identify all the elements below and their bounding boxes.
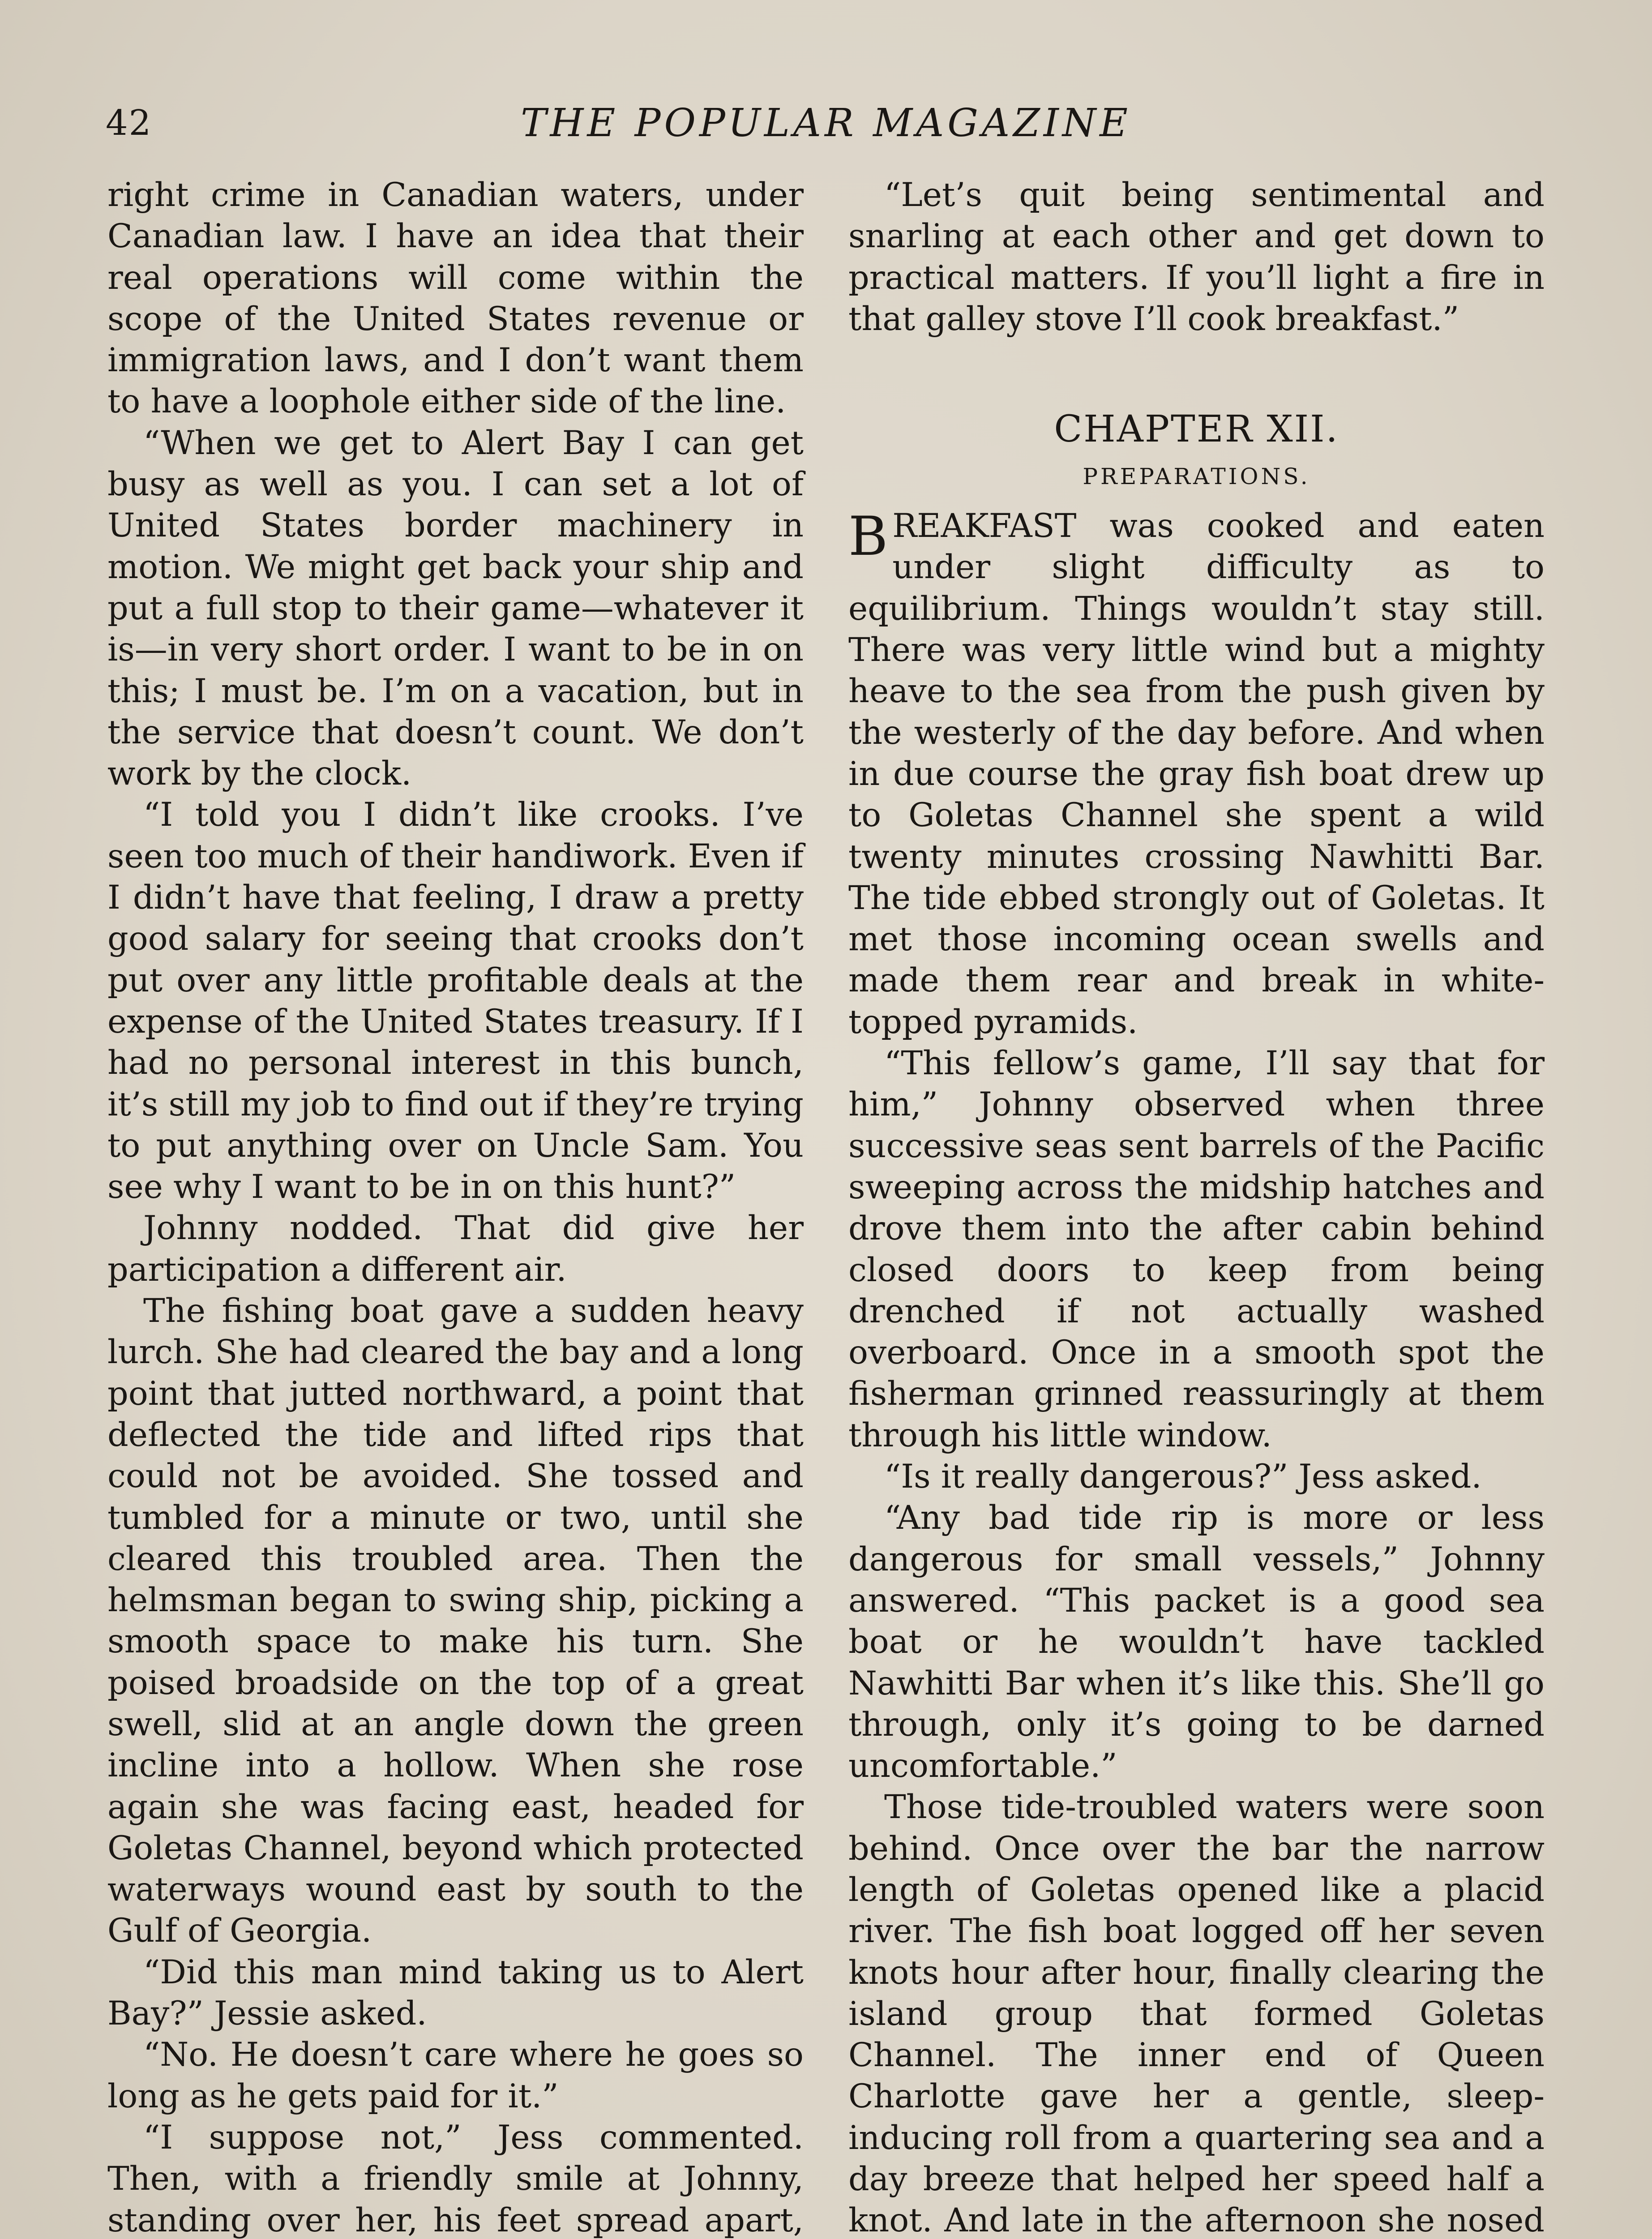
paragraph: “Any bad tide rip is more or less dangerous for small vessels,” Johnny answered. “This packet is a good sea boat or he wouldn’t have tackled Nawhitti Bar when it’s like this. She’ll go through, only it’s going to be darned uncomfortable.”	[848, 1499, 1545, 1785]
page-header	[0, 99, 1652, 152]
paragraph: “I told you I didn’t like crooks. I’ve seen too much of their handiwork. Even if I didn’t have that feeling, I draw a pretty good salary for seeing that crooks don’t put over any little profitable deals at the expense of the United States treasury. If I had no personal interest in this bunch, it’s still my job to find out if they’re trying to put anything over on Uncle Sam. You see why I want to be in on this hunt?”	[107, 796, 804, 1206]
chapter-opening-paragraph	[848, 506, 1545, 1043]
running-title: THE POPULAR MAGAZINE	[521, 101, 1131, 146]
chapter-subtitle: PREPARATIONS.	[1083, 463, 1310, 490]
paragraph: “When we get to Alert Bay I can get busy as well as you. I can set a lot of United States border machinery in motion. We might get back your ship and put a full stop to their game—whatever it is—in very short order. I want to be in on this; I must be. I’m on a vacation, but in the service that doesn’t count. We don’t work by the clock.	[107, 424, 804, 793]
paragraph: The fishing boat gave a sudden heavy lurch. She had cleared the bay and a long point that jutted northward, a point that deflected the tide and lifted rips that could not be avoided. She tossed and tumbled for a minute or two, until she cleared this troubled area. Then the helmsman began to swing ship, picking a smooth space to make his turn. She poised broadside on the top of a great swell, slid at an angle down the green incline into a hollow. When she rose again she was facing east, headed for Goletas Channel, beyond which protected waterways wound east by south to the Gulf of Georgia.	[107, 1292, 804, 1950]
drop-cap: B	[848, 506, 888, 568]
page-number: 42	[106, 103, 152, 143]
paragraph: “Is it really dangerous?” Jess asked.	[884, 1458, 1482, 1496]
paragraph: “Did this man mind taking us to Alert Bay?” Jessie asked.	[107, 1953, 804, 2033]
paragraph: right crime in Canadian waters, under Canadian law. I have an idea that their real operations will come within the scope of the United States revenue or immigration laws, and I don’t want them to have a loophole either side of the line.	[107, 176, 804, 421]
opening-text: REAKFAST was cooked and eaten under slight difficulty as to equilibrium. Things wouldn’t stay still. There was very little wind but a mighty heave to the sea from the push given by the westerly of the day before. And when in due course the gray fish boat drew up to Goletas Channel she spent a wild twenty minutes crossing Nawhitti Bar. The tide ebbed strongly out of Goletas. It met those incoming ocean swells and made them rear and break in white-topped pyramids.	[848, 507, 1545, 1041]
left-column	[107, 175, 804, 2239]
paragraph: “No. He doesn’t care where he goes so long as he gets paid for it.”	[107, 2036, 804, 2115]
right-column	[848, 175, 1545, 2239]
paragraph: Those tide-troubled waters were soon behind. Once over the bar the narrow length of Goletas opened like a placid river. The fish boat logged off her seven knots hour after hour, finally clearing the island group that formed Goletas Channel. The inner end of Queen Charlotte gave her a gentle, sleep-inducing roll from a quartering sea and a day breeze that helped her speed half a knot. And late in the afternoon she nosed	[848, 1788, 1545, 2239]
paragraph: “I suppose not,” Jess commented. Then, with a friendly smile at Johnny, standing over her, his feet spread apart,	[107, 2118, 804, 2239]
paragraph: “This fellow’s game, I’ll say that for him,” Johnny observed when three successive seas sent barrels of the Pacific sweeping across the midship hatches and drove them into the after cabin behind closed doors to keep from being drenched if not actually washed overboard. Once in a smooth spot the fisherman grinned reassuringly at them through his little window.	[848, 1044, 1545, 1454]
paragraph: Johnny nodded. That did give her participation a different air.	[107, 1209, 804, 1289]
chapter-title: CHAPTER XII.	[1054, 408, 1339, 451]
paragraph: “Let’s quit being sentimental and snarling at each other and get down to practical matters. If you’ll light a fire in that galley stove I’ll cook breakfast.”	[848, 176, 1545, 338]
